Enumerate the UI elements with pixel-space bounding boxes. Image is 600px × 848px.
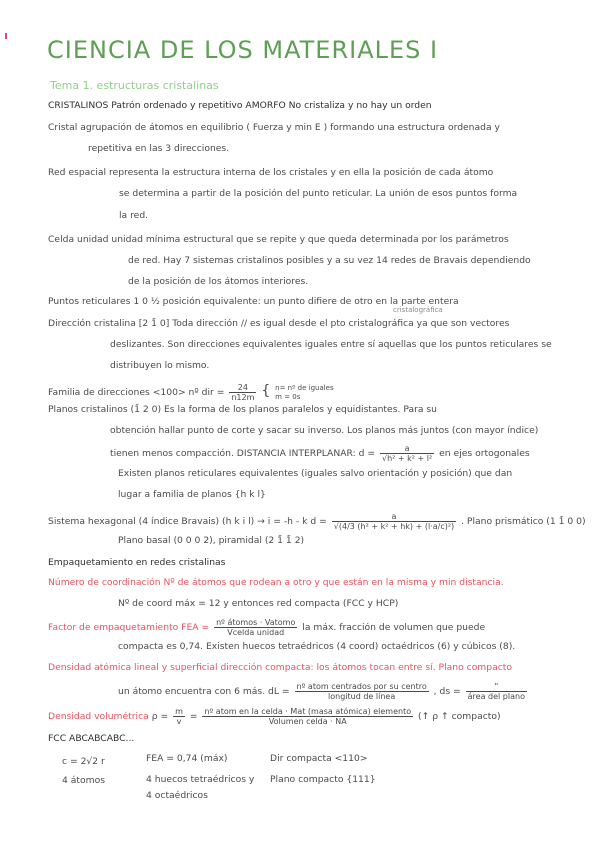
line-familia-direcciones [48, 383, 336, 402]
fcc-octaedricos: 4 octaédricos [146, 790, 208, 801]
line-direccion-cristalina-3: distribuyen lo mismo. [110, 360, 210, 371]
page-title: CIENCIA DE LOS MATERIALES I [47, 36, 439, 64]
line-densidad-lineal [118, 682, 529, 701]
interplanar-label: tienen menos compacción. DISTANCIA INTERPLANAR: d = [110, 448, 376, 459]
fcc-huecos: 4 huecos tetraédricos y [146, 774, 255, 785]
line-planos-equivalentes: Existen planos reticulares equivalentes (iguales salvo orientación y posición) que dan [118, 468, 513, 479]
familia-brace-top: n= nº de iguales [275, 383, 334, 392]
interplanar-den: √h² + k² + l² [382, 454, 433, 463]
line-puntos-reticulares: Puntos reticulares 1 0 ½ posición equivalente: un punto difiere de otro en la parte entera [48, 296, 459, 307]
margin-mark [5, 33, 7, 39]
line-distancia-interplanar [110, 444, 530, 463]
dl-label: un átomo encuentra con 6 más. dL = [118, 686, 290, 697]
line-red-espacial-3: la red. [119, 210, 149, 221]
line-coord-maxima: Nº de coord máx = 12 y entonces red compacta (FCC y HCP) [118, 598, 399, 609]
line-factor-empaquetamiento [48, 618, 485, 637]
hex-den: √(4/3 (h² + k² + hk) + (l·a/c)²) [333, 522, 455, 531]
familia-frac-den: n12m [231, 393, 255, 402]
line-huecos: compacta es 0,74. Existen huecos tetraédricos (4 coord) octaédricos (6) y cúbicos (8). [118, 641, 516, 652]
line-cristal-2: repetitiva en las 3 direcciones. [88, 143, 230, 154]
dl-num: nº atom centrados por su centro [296, 682, 427, 691]
familia-brace: { [261, 383, 271, 399]
fea-label: Factor de empaquetamiento FEA = [48, 622, 210, 633]
line-densidad-volumetrica [48, 707, 501, 726]
dv-m: m [175, 707, 183, 716]
dv-mv-fraction [173, 707, 185, 726]
line-planos-cristalinos-2: obtención hallar punto de corte y sacar su inverso. Los planos más juntos (con mayor índice) [110, 425, 539, 436]
line-red-espacial: Red espacial representa la estructura interna de los cristales y en ella la posición de cada átomo [48, 167, 494, 178]
fea-den: Vcelda unidad [227, 628, 285, 637]
note-cristalografica: cristalográfica [393, 306, 443, 314]
dv-equals: = [189, 711, 198, 722]
dv-v: v [176, 717, 182, 726]
hex-after: . Plano prismático (1 1̄ 0 0) [461, 516, 586, 527]
line-red-espacial-2: se determina a partir de la posición del punto reticular. La unión de esos puntos forma [119, 188, 518, 199]
dl-den: longitud de línea [328, 692, 396, 701]
line-numero-coordinacion: Número de coordinación Nº de átomos que rodean a otro y que están en la misma y min distancia. [48, 577, 504, 588]
dv-after: (↑ ρ ↑ compacto) [418, 711, 501, 722]
familia-fraction [229, 383, 256, 402]
ds-label: , ds = [433, 686, 461, 697]
line-fcc: FCC ABCABCABC... [48, 733, 135, 744]
line-direccion-cristalina: Dirección cristalina [2 1̄ 0] Toda dirección // es igual desde el pto cristalográfica ya que son vectores [48, 318, 510, 329]
interplanar-num: a [380, 444, 434, 454]
line-densidad-atomica: Densidad atómica lineal y superficial dirección compacta: los átomos tocan entre sí. Plano compacto [48, 662, 512, 673]
dv-title: Densidad volumétrica [48, 711, 149, 722]
dv-label: ρ = [151, 711, 169, 722]
line-planos-equivalentes-2: lugar a familia de planos {h k l} [118, 489, 266, 500]
fea-after: la máx. fracción de volumen que puede [302, 622, 486, 633]
familia-frac-num: 24 [229, 383, 256, 393]
line-planos-cristalinos: Planos cristalinos (1̄ 2 0) Es la forma de los planos paralelos y equidistantes. Para su [48, 404, 438, 415]
ds-num: " [466, 682, 527, 692]
hex-fraction [332, 512, 456, 531]
dv-num: nº atom en la celda · Mat (masa atómica) elemento [204, 707, 412, 716]
ds-den: área del plano [467, 692, 525, 701]
line-direccion-cristalina-2: deslizantes. Son direcciones equivalentes iguales entre sí aquellas que los puntos reticulares se [110, 339, 552, 350]
line-empaquetamiento: Empaquetamiento en redes cristalinas [48, 557, 226, 568]
fea-fraction [214, 618, 297, 637]
hex-num: a [332, 512, 456, 522]
fcc-c: c = 2√2 r [62, 756, 105, 767]
interplanar-after: en ejes ortogonales [439, 448, 530, 459]
fea-num: nº átomos · Vatomo [216, 618, 296, 627]
line-celda-unidad-3: de la posición de los átomos interiores. [128, 276, 309, 287]
line-cristalinos: CRISTALINOS Patrón ordenado y repetitivo AMORFO No cristaliza y no hay un orden [48, 100, 432, 111]
line-cristal: Cristal agrupación de átomos en equilibrio ( Fuerza y min E ) formando una estructura ordenada y [48, 122, 500, 133]
line-celda-unidad: Celda unidad unidad mínima estructural que se repite y que queda determinada por los parámetros [48, 234, 509, 245]
line-sistema-hexagonal [48, 512, 586, 531]
ds-fraction [466, 682, 527, 701]
line-celda-unidad-2: de red. Hay 7 sistemas cristalinos posibles y a su vez 14 redes de Bravais dependiendo [128, 255, 531, 266]
dv-fraction [202, 707, 413, 726]
dv-den: Volumen celda · NA [268, 717, 347, 726]
interplanar-fraction [380, 444, 434, 463]
fcc-dir-compacta: Dir compacta <110> [270, 753, 368, 764]
familia-brace-notes [275, 384, 333, 402]
fcc-fea: FEA = 0,74 (máx) [146, 753, 228, 764]
familia-brace-bot: m = 0s [275, 392, 301, 401]
page-subtitle: Tema 1. estructuras cristalinas [50, 79, 219, 92]
line-plano-basal: Plano basal (0 0 0 2), piramidal (2 1̄ 1̄ 2) [118, 535, 305, 546]
familia-label: Familia de direcciones <100> nº dir = [48, 387, 225, 398]
hex-label: Sistema hexagonal (4 índice Bravais) (h k i l) → i = -h - k d = [48, 516, 327, 527]
fcc-atomos: 4 átomos [62, 775, 105, 786]
fcc-plano-compacto: Plano compacto {111} [270, 774, 376, 785]
dl-fraction [295, 682, 429, 701]
